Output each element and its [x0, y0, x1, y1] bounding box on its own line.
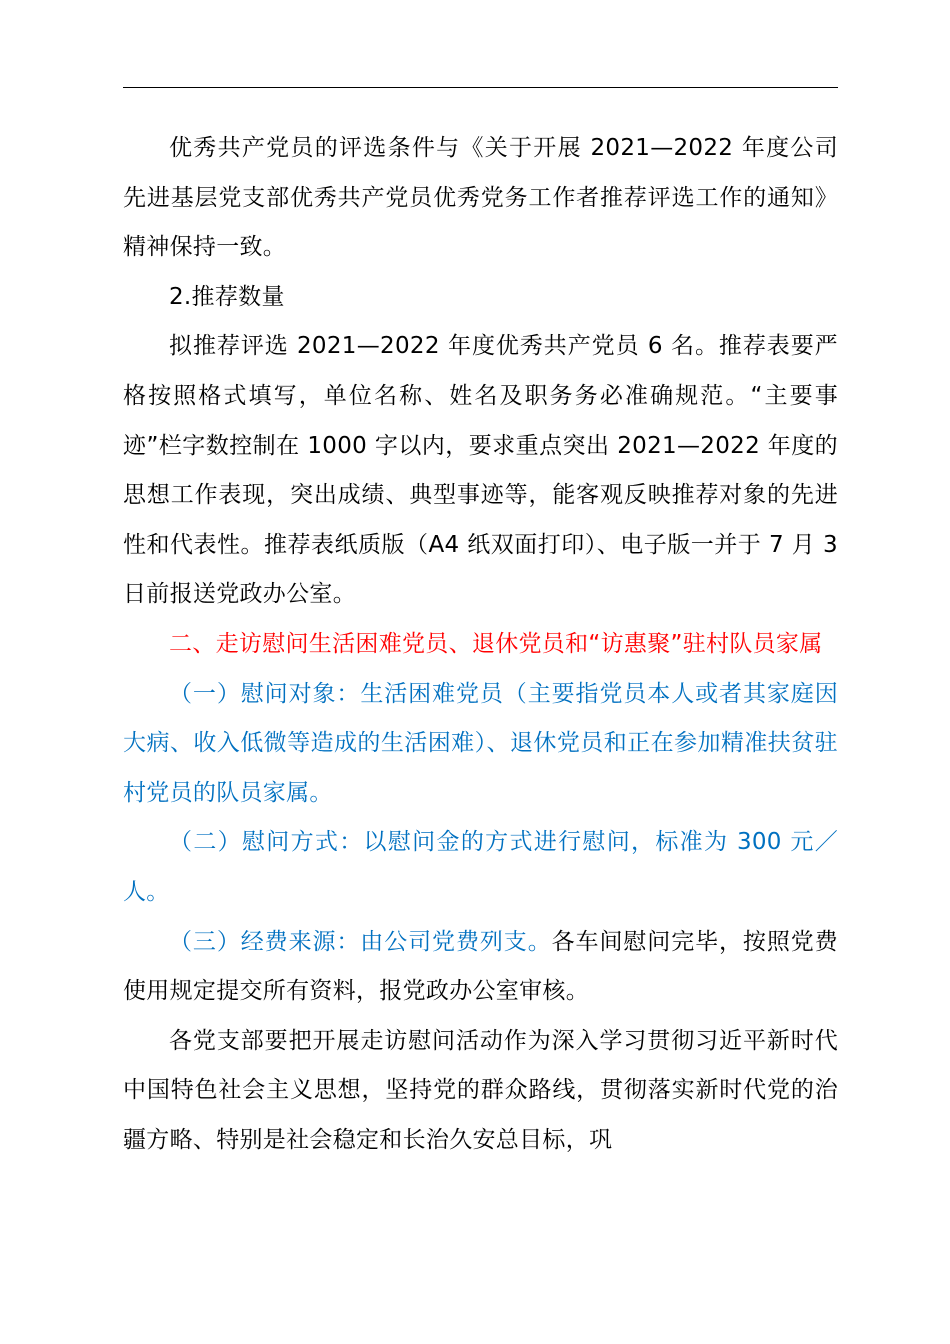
document-body	[123, 124, 838, 1165]
item-condolence-method: （二）慰问方式：以慰问金的方式进行慰问，标准为 300 元／人。	[123, 829, 838, 905]
funding-source-detail: 各车间慰问完毕，按照党费使用规定提交所有资料，报党政办公室审核。	[123, 928, 838, 1005]
funding-source-label: （三）经费来源：由公司党费列支。	[169, 928, 552, 955]
heading-visit-condolence: 二、走访慰问生活困难党员、退休党员和“访惠聚”驻村队员家属	[169, 630, 823, 657]
paragraph-selection-criteria: 优秀共产党员的评选条件与《关于开展 2021—2022 年度公司先进基层党支部优秀共产党员优秀党务工作者推荐评选工作的通知》精神保持一致。	[123, 135, 838, 261]
paragraph-recommendation-details: 拟推荐评选 2021—2022 年度优秀共产党员 6 名。推荐表要严格按照格式填写，单位名称、姓名及职务务必准确规范。“主要事迹”栏字数控制在 1000 字以内，要求重点突出 2021—2022 年度的思想工作表现，突出成绩、典型事迹等，能客观反映推荐对象的先进性和代表性。推荐表纸质版（A4 纸双面打印）、电子版一并于 7 月 3 日前报送党政办公室。	[123, 333, 838, 608]
paragraph-party-branch-requirements: 各党支部要把开展走访慰问活动作为深入学习贯彻习近平新时代中国特色社会主义思想，坚持党的群众路线，贯彻落实新时代党的治疆方略、特别是社会稳定和长治久安总目标，巩	[123, 1027, 838, 1153]
section-title-recommendation-quantity: 2.推荐数量	[169, 283, 285, 310]
item-condolence-targets: （一）慰问对象：生活困难党员（主要指党员本人或者其家庭因大病、收入低微等造成的生活困难）、退休党员和正在参加精准扶贫驻村党员的队员家属。	[123, 680, 838, 806]
item-funding-source	[123, 918, 838, 1017]
header-rule	[123, 87, 838, 88]
